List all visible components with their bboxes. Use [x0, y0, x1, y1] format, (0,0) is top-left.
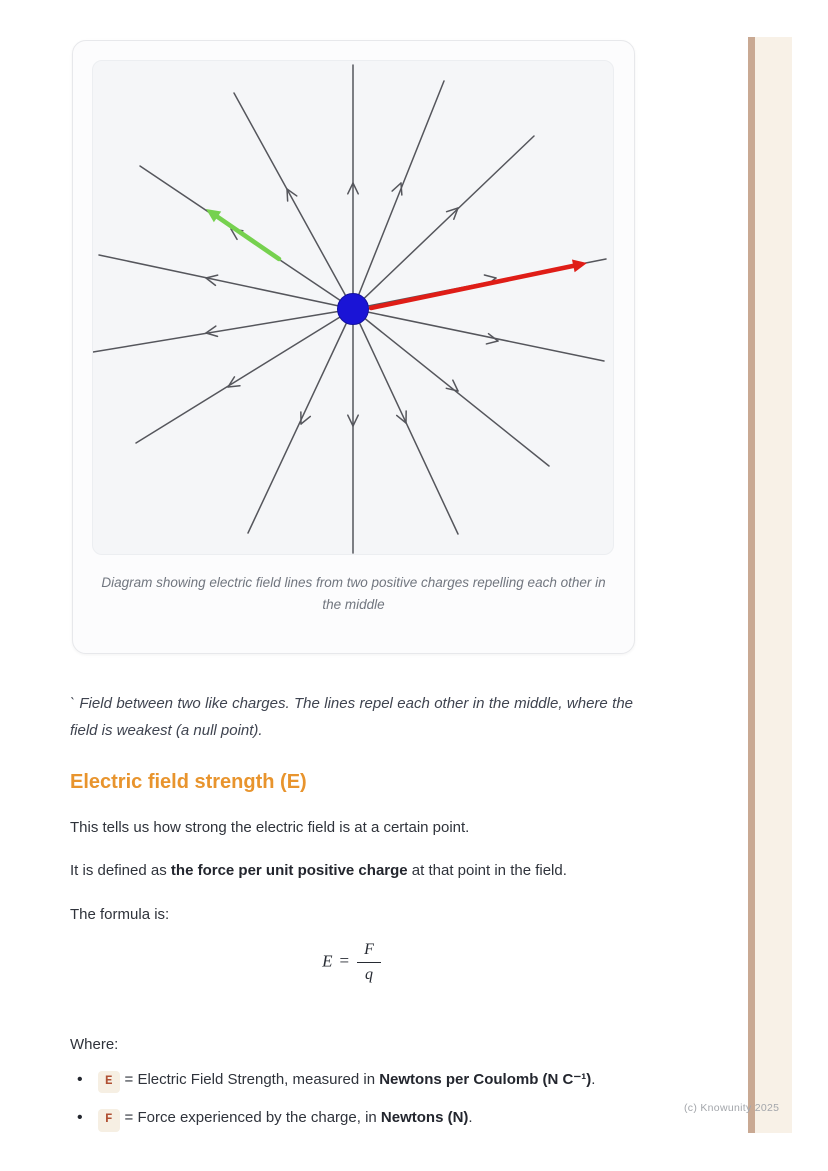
- side-stripe-panel: [755, 37, 792, 1133]
- formula-equals: =: [339, 951, 350, 971]
- figure-card: [72, 40, 635, 654]
- where-label: Where:: [70, 1036, 119, 1053]
- formula-lhs: E: [322, 951, 333, 971]
- list-item-E: [70, 1068, 633, 1093]
- paragraph-formula-lead: The formula is:: [70, 906, 170, 923]
- field-diagram-svg: [93, 61, 613, 554]
- definition-bold: the force per unit positive charge: [170, 862, 408, 879]
- paragraph-definition: [70, 860, 633, 882]
- figure-caption: Diagram showing electric field lines from two positive charges repelling each other in the middle: [101, 575, 606, 613]
- symbol-badge-F: F: [98, 1109, 120, 1131]
- definition-before: It is defined as: [70, 862, 171, 879]
- symbol-badge-E: E: [98, 1071, 120, 1093]
- formula-fraction: [357, 941, 381, 984]
- formula-denominator: q: [364, 966, 373, 983]
- item-E-after: .: [591, 1071, 596, 1088]
- side-stripe-line: [748, 37, 755, 1133]
- watermark: (c) Knowunity 2025: [684, 1102, 780, 1114]
- item-E-text: = Electric Field Strength, measured in: [124, 1071, 380, 1088]
- item-E-bold: Newtons per Coulomb (N C⁻¹): [379, 1071, 592, 1088]
- definition-after: at that point in the field.: [407, 862, 567, 879]
- item-F-text: = Force experienced by the charge, in: [124, 1109, 381, 1127]
- definitions-list: [70, 1068, 633, 1145]
- list-item-F: [70, 1106, 633, 1131]
- quote-text: ` Field between two like charges. The lines repel each other in the middle, where the field is weakest (a null point).: [70, 695, 633, 739]
- section-heading: Electric field strength (E): [70, 771, 307, 793]
- figure-panel: [92, 60, 614, 555]
- paragraph-intro: This tells us how strong the electric field is at a certain point.: [70, 819, 470, 836]
- formula-numerator: F: [357, 941, 381, 963]
- item-F-bold: Newtons (N): [380, 1109, 469, 1127]
- formula-block: [70, 941, 633, 984]
- item-F-after: .: [468, 1109, 473, 1127]
